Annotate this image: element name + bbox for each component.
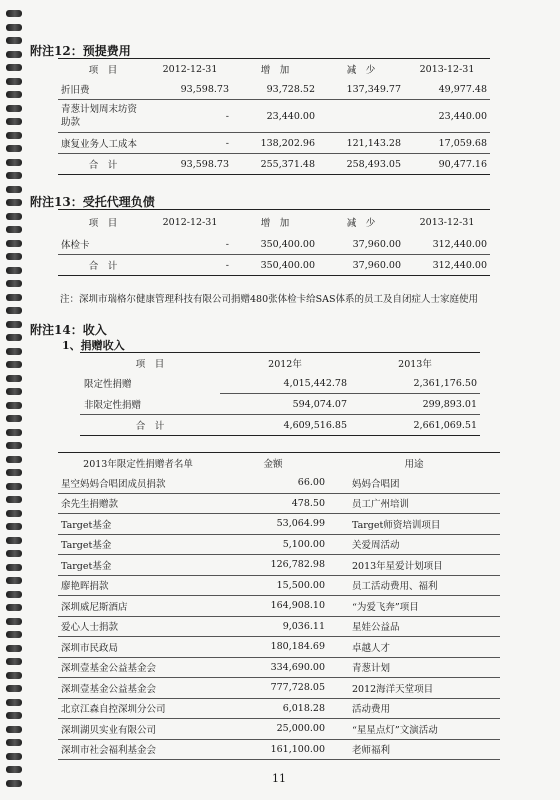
- cell: 卓越人才: [328, 637, 500, 658]
- cell: 深圳湖贝实业有限公司: [58, 719, 218, 740]
- cell: 星娃公益品: [328, 616, 500, 637]
- cell: 深圳壹基金公益基金会: [58, 678, 218, 699]
- cell: 334,690.00: [218, 657, 328, 678]
- binding-ring: [6, 456, 22, 463]
- cell: 93,598.73: [148, 154, 232, 175]
- table-row: [80, 373, 480, 394]
- header-cell: 用途: [328, 453, 500, 474]
- cell: 93,598.73: [148, 79, 232, 100]
- cell: 23,440.00: [404, 100, 490, 133]
- binding-ring: [6, 510, 22, 517]
- cell: 49,977.48: [404, 79, 490, 100]
- cell: 老师福利: [328, 739, 500, 760]
- header-cell: 2012-12-31: [148, 59, 232, 80]
- binding-ring: [6, 766, 22, 773]
- binding-ring: [6, 726, 22, 733]
- binding-ring: [6, 496, 22, 503]
- header-cell: 减 少: [318, 59, 404, 80]
- cell: 350,400.00: [232, 234, 318, 255]
- binding-ring: [6, 226, 22, 233]
- cell: 5,100.00: [218, 534, 328, 555]
- cell: 妈妈合唱团: [328, 473, 500, 493]
- header-cell: 减 少: [318, 210, 404, 235]
- total-row: [58, 255, 490, 276]
- cell: 合 计: [58, 255, 148, 276]
- note13-footnote: 注：深圳市瑞格尔健康管理科技有限公司捐赠480张体检卡给SAS体系的员工及自闭症人士家庭使用: [60, 294, 479, 305]
- cell: 2012海洋天堂项目: [328, 678, 500, 699]
- cell: 廖艳晖捐款: [58, 575, 218, 596]
- binding-ring: [6, 672, 22, 679]
- page-number: 11: [272, 772, 286, 785]
- binding-ring: [6, 645, 22, 652]
- binding-ring: [6, 145, 22, 152]
- cell: 180,184.69: [218, 637, 328, 658]
- cell: 员工活动费用、福利: [328, 575, 500, 596]
- cell: 777,728.05: [218, 678, 328, 699]
- binding-ring: [6, 402, 22, 409]
- table-row: [58, 616, 500, 637]
- header-cell: 2013-12-31: [404, 210, 490, 235]
- binding-ring: [6, 469, 22, 476]
- note14-subtitle: 1、捐赠收入: [62, 339, 125, 352]
- table-row: [58, 739, 500, 760]
- table-row: [58, 514, 500, 535]
- cell: 2,361,176.50: [350, 373, 480, 394]
- header-cell: 2013-12-31: [404, 59, 490, 80]
- header-cell: 项 目: [58, 59, 148, 80]
- cell: “星星点灯”文演活动: [328, 719, 500, 740]
- binding-ring: [6, 334, 22, 341]
- cell: 350,400.00: [232, 255, 318, 276]
- cell: 90,477.16: [404, 154, 490, 175]
- cell: 53,064.99: [218, 514, 328, 535]
- table-row: [58, 637, 500, 658]
- header-cell: 增 加: [232, 59, 318, 80]
- cell: 合 计: [58, 154, 148, 175]
- cell: 体检卡: [58, 234, 148, 255]
- header-cell: 增 加: [232, 210, 318, 235]
- table-row: [58, 596, 500, 617]
- cell: 312,440.00: [404, 234, 490, 255]
- cell: 6,018.28: [218, 698, 328, 719]
- cell: 37,960.00: [318, 234, 404, 255]
- cell: -: [148, 255, 232, 276]
- binding-ring: [6, 618, 22, 625]
- table-row: [58, 79, 490, 100]
- header-cell: 2012-12-31: [148, 210, 232, 235]
- binding-ring: [6, 240, 22, 247]
- total-row: [80, 415, 480, 436]
- table-row: [58, 575, 500, 596]
- table-row: [58, 493, 500, 514]
- cell: 164,908.10: [218, 596, 328, 617]
- binding-ring: [6, 375, 22, 382]
- cell: 258,493.05: [318, 154, 404, 175]
- cell: 折旧费: [58, 79, 148, 100]
- binding-ring: [6, 51, 22, 58]
- cell: 康复业务人工成本: [58, 133, 148, 154]
- table-row: [58, 473, 500, 493]
- binding-ring: [6, 199, 22, 206]
- table-header-row: [58, 210, 490, 235]
- binding-ring: [6, 321, 22, 328]
- cell: 121,143.28: [318, 133, 404, 154]
- cell: 594,074.07: [220, 394, 350, 415]
- cell: 23,440.00: [232, 100, 318, 133]
- binding-ring: [6, 361, 22, 368]
- binding-ring: [6, 631, 22, 638]
- cell: 北京江森自控深圳分公司: [58, 698, 218, 719]
- binding-ring: [6, 118, 22, 125]
- note13-title: 附注13：受托代理负债: [30, 195, 155, 209]
- binding-ring: [6, 523, 22, 530]
- cell: “为爱飞奔”项目: [328, 596, 500, 617]
- binding-ring: [6, 91, 22, 98]
- note12-title: 附注12：预提费用: [30, 44, 131, 58]
- binding-ring: [6, 105, 22, 112]
- cell: 4,015,442.78: [220, 373, 350, 394]
- cell: 余先生捐赠款: [58, 493, 218, 514]
- cell: -: [148, 133, 232, 154]
- cell: 93,728.52: [232, 79, 318, 100]
- binding-ring: [6, 307, 22, 314]
- binding-ring: [6, 294, 22, 301]
- cell: -: [148, 100, 232, 133]
- cell: 312,440.00: [404, 255, 490, 276]
- cell: 青葱计划周末坊资助款: [58, 100, 148, 133]
- table-row: [80, 394, 480, 415]
- cell: 138,202.96: [232, 133, 318, 154]
- binding-ring: [6, 280, 22, 287]
- binding-ring: [6, 37, 22, 44]
- cell: 爱心人士捐款: [58, 616, 218, 637]
- cell: 非限定性捐赠: [80, 394, 220, 415]
- header-cell: 项 目: [58, 210, 148, 235]
- cell: Target师资培训项目: [328, 514, 500, 535]
- note14-title: 附注14：收入: [30, 323, 107, 337]
- table-row: [58, 534, 500, 555]
- cell: 4,609,516.85: [220, 415, 350, 436]
- table-row: [58, 657, 500, 678]
- binding-ring: [6, 186, 22, 193]
- cell: 合 计: [80, 415, 220, 436]
- cell: [318, 100, 404, 133]
- table-row: [58, 719, 500, 740]
- table-header-row: [58, 453, 500, 474]
- binding-ring: [6, 10, 22, 17]
- cell: 15,500.00: [218, 575, 328, 596]
- binding-ring: [6, 348, 22, 355]
- binding-ring: [6, 753, 22, 760]
- binding-ring: [6, 739, 22, 746]
- binding-ring: [6, 388, 22, 395]
- binding-ring: [6, 685, 22, 692]
- cell: 126,782.98: [218, 555, 328, 576]
- cell: 活动费用: [328, 698, 500, 719]
- header-cell: 金额: [218, 453, 328, 474]
- binding-ring: [6, 64, 22, 71]
- binding-ring: [6, 604, 22, 611]
- binding-ring: [6, 172, 22, 179]
- binding-ring: [6, 429, 22, 436]
- binding-ring: [6, 24, 22, 31]
- binding-ring: [6, 159, 22, 166]
- note12-table: [58, 58, 490, 175]
- table-row: [58, 100, 490, 133]
- cell: 137,349.77: [318, 79, 404, 100]
- cell: 员工广州培训: [328, 493, 500, 514]
- cell: 37,960.00: [318, 255, 404, 276]
- binding-ring: [6, 780, 22, 787]
- cell: 25,000.00: [218, 719, 328, 740]
- binding-ring: [6, 132, 22, 139]
- table-row: [58, 133, 490, 154]
- cell: Target基金: [58, 534, 218, 555]
- cell: 299,893.01: [350, 394, 480, 415]
- cell: 255,371.48: [232, 154, 318, 175]
- cell: 深圳市社会福利基金会: [58, 739, 218, 760]
- header-cell: 2013年: [350, 353, 480, 374]
- binding-ring: [6, 442, 22, 449]
- binding-ring: [6, 712, 22, 719]
- cell: 2013年星爱计划项目: [328, 555, 500, 576]
- binding-ring: [6, 699, 22, 706]
- cell: 2,661,069.51: [350, 415, 480, 436]
- cell: 关爱周活动: [328, 534, 500, 555]
- binding-ring: [6, 267, 22, 274]
- cell: 限定性捐赠: [84, 379, 132, 391]
- spiral-binding: [0, 0, 30, 800]
- table-row: [58, 234, 490, 255]
- note14-table: [80, 352, 480, 436]
- donors-table: [58, 452, 500, 760]
- cell: 星空妈妈合唱团成员捐款: [58, 473, 218, 493]
- binding-ring: [6, 658, 22, 665]
- binding-ring: [6, 550, 22, 557]
- binding-ring: [6, 415, 22, 422]
- total-row: [58, 154, 490, 175]
- cell: 17,059.68: [404, 133, 490, 154]
- table-header-row: [80, 353, 480, 374]
- cell: 478.50: [218, 493, 328, 514]
- cell: Target基金: [58, 514, 218, 535]
- cell: 深圳壹基金公益基金会: [58, 657, 218, 678]
- cell: 161,100.00: [218, 739, 328, 760]
- binding-ring: [6, 78, 22, 85]
- cell: 深圳威尼斯酒店: [58, 596, 218, 617]
- cell: 深圳市民政局: [58, 637, 218, 658]
- cell: -: [148, 234, 232, 255]
- binding-ring: [6, 564, 22, 571]
- table-row: [58, 678, 500, 699]
- header-cell: 2012年: [220, 353, 350, 374]
- binding-ring: [6, 213, 22, 220]
- table-row: [58, 698, 500, 719]
- table-header-row: [58, 59, 490, 80]
- binding-ring: [6, 483, 22, 490]
- note13-table: [58, 209, 490, 276]
- cell: 66.00: [218, 473, 328, 493]
- header-cell: 项 目: [80, 353, 220, 374]
- binding-ring: [6, 253, 22, 260]
- binding-ring: [6, 537, 22, 544]
- binding-ring: [6, 591, 22, 598]
- header-cell: 2013年限定性捐赠者名单: [58, 453, 218, 474]
- table-row: [58, 555, 500, 576]
- cell: 9,036.11: [218, 616, 328, 637]
- binding-ring: [6, 577, 22, 584]
- cell: Target基金: [58, 555, 218, 576]
- cell: 青葱计划: [328, 657, 500, 678]
